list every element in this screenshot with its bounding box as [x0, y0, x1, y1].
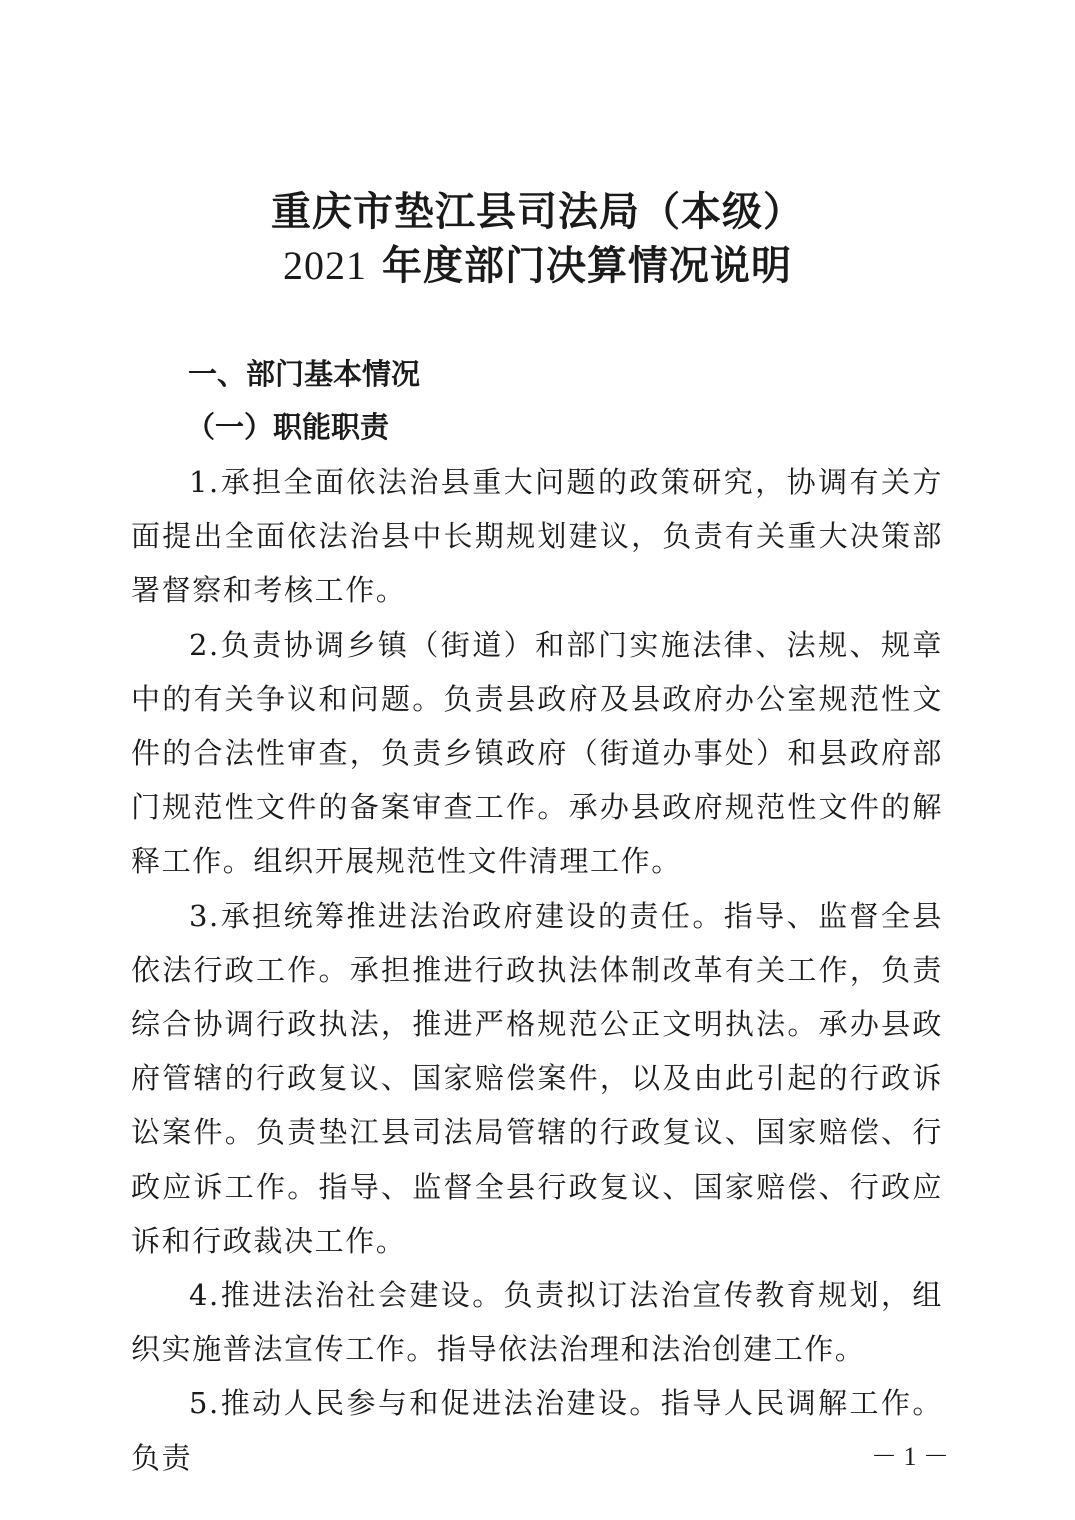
title-line2-text: 年度部门决算情况说明: [367, 243, 792, 289]
paragraph-1: 1.承担全面依法治县重大问题的政策研究，协调有关方面提出全面依法治县中长期规划建议，负责有关重大决策部署督察和考核工作。: [131, 465, 943, 608]
paragraph-3: 3.承担统筹推进法治政府建设的责任。指导、监督全县依法行政工作。承担推进行政执法体制改革有关工作，负责综合协调行政执法，推进严格规范公正文明执法。承办县政府管辖的行政复议、国家赔偿案件，以及由此引起的行政诉讼案件。负责垫江县司法局管辖的行政复议、国家赔偿、行政应诉工作。指导、监督全县行政复议、国家赔偿、行政应诉和行政裁决工作。: [131, 898, 943, 1258]
title-year: 2021: [283, 243, 368, 288]
page-number: － 1 －: [870, 1442, 949, 1471]
section-heading: 一、部门基本情况: [188, 357, 421, 391]
body-text: [131, 455, 943, 1485]
document-title-line1: 重庆市垫江县司法局（本级）: [271, 189, 804, 235]
paragraph-4: 4.推进法治社会建设。负责拟订法治宣传教育规划，组织实施普法宣传工作。指导依法治理和法治创建工作。: [131, 1278, 943, 1367]
document-title-line2: [0, 240, 1075, 292]
paragraph-2: 2.负责协调乡镇（街道）和部门实施法律、法规、规章中的有关争议和问题。负责县政府及县政府办公室规范性文件的合法性审查，负责乡镇政府（街道办事处）和县政府部门规范性文件的备案审查工作。承办县政府规范性文件的解释工作。组织开展规范性文件清理工作。: [131, 627, 943, 879]
subsection-heading: （一）职能职责: [186, 410, 390, 444]
paragraph-5: 5.推动人民参与和促进法治建设。指导人民调解工作。负责: [131, 1386, 943, 1475]
